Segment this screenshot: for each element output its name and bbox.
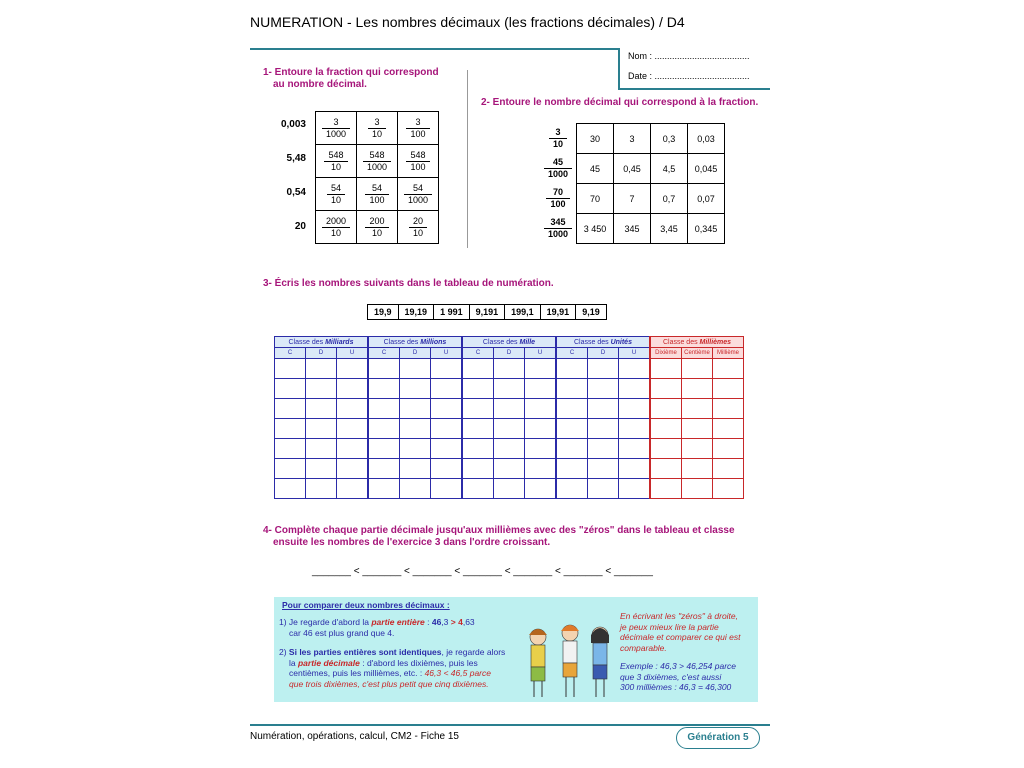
numeration-cell[interactable]	[368, 399, 400, 419]
numeration-cell[interactable]	[556, 399, 588, 419]
numeration-row	[275, 439, 744, 459]
numeration-cell[interactable]	[650, 379, 682, 399]
column-header: U	[525, 348, 557, 359]
numeration-cell[interactable]	[713, 419, 744, 439]
numeration-cell[interactable]	[306, 359, 337, 379]
numeration-cell[interactable]	[525, 399, 557, 419]
numeration-cell[interactable]	[713, 459, 744, 479]
numeration-cell[interactable]	[619, 479, 651, 499]
q2-choice[interactable]: 0,03	[688, 124, 725, 154]
q1-cell[interactable]	[316, 145, 357, 178]
numeration-cell[interactable]	[494, 379, 525, 399]
numeration-cell[interactable]	[619, 439, 651, 459]
column-header: U	[337, 348, 369, 359]
numeration-cell[interactable]	[306, 399, 337, 419]
denominator: 1000	[325, 128, 347, 139]
numeration-row	[275, 479, 744, 499]
numeration-cell[interactable]	[494, 479, 525, 499]
numeration-cell[interactable]	[650, 359, 682, 379]
denominator: 10	[412, 227, 423, 238]
numerator: 3	[549, 127, 567, 139]
q2-choice[interactable]: 0,45	[614, 154, 651, 184]
divider	[467, 70, 468, 248]
numeration-row	[275, 379, 744, 399]
numeration-cell[interactable]	[462, 459, 494, 479]
numeration-cell[interactable]	[682, 379, 713, 399]
class-header: Classe des Millions	[368, 337, 462, 348]
numerator: 548	[324, 150, 347, 162]
numeration-cell[interactable]	[337, 459, 369, 479]
q1-instruction: 1- Entoure la fraction qui correspond au nombre décimal.	[263, 67, 439, 90]
column-header: D	[494, 348, 525, 359]
numeration-cell[interactable]	[368, 439, 400, 459]
numeration-cell[interactable]	[556, 379, 588, 399]
numeration-table	[274, 336, 744, 499]
numeration-cell[interactable]	[431, 399, 463, 419]
fraction[interactable]	[406, 150, 429, 173]
numeration-cell[interactable]	[556, 459, 588, 479]
numerator: 70	[546, 187, 569, 199]
info-box	[274, 597, 758, 702]
q1-row	[316, 145, 439, 178]
girls-illustration	[514, 619, 624, 701]
numeration-cell[interactable]	[462, 419, 494, 439]
numeration-cell[interactable]	[368, 419, 400, 439]
numeration-cell[interactable]	[368, 479, 400, 499]
numeration-cell[interactable]	[431, 439, 463, 459]
numeration-cell[interactable]	[682, 419, 713, 439]
footer-text: Numération, opérations, calcul, CM2 - Fiche 15	[250, 731, 459, 742]
q2-choice[interactable]: 3	[614, 124, 651, 154]
info-rule-1: 1) Je regarde d'abord la partie entière : 46,3 > 4,63 car 46 est plus grand que 4.	[279, 617, 475, 638]
numeration-cell[interactable]	[525, 459, 557, 479]
numeration-cell[interactable]	[682, 439, 713, 459]
class-header: Classe des Mille	[462, 337, 556, 348]
numeration-cell[interactable]	[306, 419, 337, 439]
fraction[interactable]	[544, 157, 572, 180]
numeration-cell[interactable]	[337, 439, 369, 459]
fraction[interactable]	[324, 150, 347, 173]
numeration-cell[interactable]	[619, 399, 651, 419]
numerator: 20	[409, 216, 427, 228]
numeration-cell[interactable]	[650, 459, 682, 479]
fraction[interactable]	[549, 127, 567, 150]
numeration-cell[interactable]	[494, 439, 525, 459]
fraction[interactable]	[365, 216, 388, 239]
column-header: C	[368, 348, 400, 359]
column-header: C	[275, 348, 306, 359]
numeration-cell[interactable]	[556, 439, 588, 459]
numeration-cell[interactable]	[525, 379, 557, 399]
date-field[interactable]: Date : ......................................	[628, 71, 750, 81]
q2-choice[interactable]: 3,45	[651, 214, 688, 244]
numeration-cell[interactable]	[431, 359, 463, 379]
denominator: 10	[330, 227, 341, 238]
q1-decimal: 0,003	[280, 119, 306, 130]
q2-choice[interactable]: 30	[577, 124, 614, 154]
column-header: C	[462, 348, 494, 359]
q2-fraction-cell	[540, 124, 577, 154]
denominator: 10	[371, 227, 382, 238]
numeration-cell[interactable]	[588, 419, 619, 439]
numeration-cell[interactable]	[275, 359, 306, 379]
numeration-cell[interactable]	[650, 399, 682, 419]
numeration-cell[interactable]	[556, 419, 588, 439]
numeration-cell[interactable]	[431, 419, 463, 439]
numeration-cell[interactable]	[306, 459, 337, 479]
numeration-cell[interactable]	[275, 479, 306, 499]
q3-number: 19,19	[398, 305, 434, 320]
denominator: 100	[550, 199, 566, 209]
numeration-cell[interactable]	[588, 399, 619, 419]
q2-decimal-table	[540, 123, 725, 244]
q1-decimal: 5,48	[286, 153, 306, 164]
nom-field[interactable]: Nom : ......................................	[628, 51, 750, 61]
numeration-cell[interactable]	[619, 379, 651, 399]
q1-cell[interactable]	[316, 112, 357, 145]
numeration-cell[interactable]	[368, 379, 400, 399]
fraction[interactable]	[365, 183, 388, 206]
numeration-cell[interactable]	[462, 439, 494, 459]
fraction[interactable]	[322, 216, 350, 239]
numerator: 2000	[322, 216, 350, 228]
denominator: 1000	[366, 161, 388, 172]
numeration-cell[interactable]	[306, 479, 337, 499]
q3-number: 199,1	[505, 305, 541, 320]
column-header: U	[431, 348, 463, 359]
numeration-cell[interactable]	[368, 459, 400, 479]
numerator: 3	[406, 117, 429, 129]
class-header: Classe des Millièmes	[650, 337, 744, 348]
numeration-cell[interactable]	[525, 359, 557, 379]
q2-choice[interactable]: 0,7	[651, 184, 688, 214]
q2-fraction-cell	[540, 184, 577, 214]
numeration-cell[interactable]	[400, 479, 431, 499]
column-header: Millième	[713, 348, 744, 359]
q2-fraction-cell	[540, 214, 577, 244]
numeration-cell[interactable]	[400, 379, 431, 399]
q2-choice[interactable]: 4,5	[651, 154, 688, 184]
q3-number: 1 991	[434, 305, 470, 320]
q2-choice[interactable]: 70	[577, 184, 614, 214]
q2-choice[interactable]: 0,3	[651, 124, 688, 154]
numeration-cell[interactable]	[713, 359, 744, 379]
page-title: NUMERATION - Les nombres décimaux (les fractions décimales) / D4	[250, 14, 685, 30]
numeration-cell[interactable]	[525, 479, 557, 499]
q1-row	[316, 112, 439, 145]
numeration-cell[interactable]	[713, 399, 744, 419]
numeration-cell[interactable]	[494, 359, 525, 379]
numeration-row	[275, 459, 744, 479]
numerator: 54	[365, 183, 388, 195]
numeration-cell[interactable]	[682, 479, 713, 499]
numeration-cell[interactable]	[431, 379, 463, 399]
numeration-cell[interactable]	[337, 379, 369, 399]
q2-instruction: 2- Entoure le nombre décimal qui correspond à la fraction.	[481, 97, 759, 108]
numeration-cell[interactable]	[650, 479, 682, 499]
fraction[interactable]	[544, 217, 572, 240]
numeration-cell[interactable]	[650, 419, 682, 439]
numerator: 200	[365, 216, 388, 228]
numeration-cell[interactable]	[368, 359, 400, 379]
numeration-row	[275, 399, 744, 419]
column-header: U	[619, 348, 651, 359]
numeration-cell[interactable]	[556, 479, 588, 499]
numeration-cell[interactable]	[682, 459, 713, 479]
q2-choice[interactable]: 0,345	[688, 214, 725, 244]
numeration-cell[interactable]	[462, 399, 494, 419]
q2-choice[interactable]: 45	[577, 154, 614, 184]
numerator: 3	[322, 117, 350, 129]
name-date-box	[620, 48, 770, 90]
footer-rule	[250, 724, 770, 726]
info-right-text: En écrivant les "zéros" à droite, je peux mieux lire la partie décimale et comparer ce qui est comparable.	[620, 611, 741, 653]
numeration-cell[interactable]	[619, 459, 651, 479]
denominator: 1000	[547, 169, 569, 179]
numeration-cell[interactable]	[494, 399, 525, 419]
q1-cell[interactable]	[398, 112, 439, 145]
column-header: D	[588, 348, 619, 359]
numeration-cell[interactable]	[431, 459, 463, 479]
numeration-cell[interactable]	[337, 359, 369, 379]
numeration-cell[interactable]	[337, 419, 369, 439]
sub-header-row	[275, 348, 744, 359]
q2-fraction-cell	[540, 154, 577, 184]
numeration-cell[interactable]	[462, 359, 494, 379]
fraction[interactable]	[546, 187, 569, 210]
denominator: 10	[552, 139, 563, 149]
numeration-cell[interactable]	[306, 379, 337, 399]
numeration-row	[275, 419, 744, 439]
q2-choice[interactable]: 0,045	[688, 154, 725, 184]
numeration-cell[interactable]	[494, 419, 525, 439]
q2-choice[interactable]: 0,07	[688, 184, 725, 214]
numeration-cell[interactable]	[682, 359, 713, 379]
denominator: 1000	[407, 194, 429, 205]
column-header: Centième	[682, 348, 713, 359]
numeration-cell[interactable]	[713, 439, 744, 459]
numeration-cell[interactable]	[588, 439, 619, 459]
q2-row	[540, 154, 725, 184]
numeration-cell[interactable]	[462, 379, 494, 399]
q1-decimal: 20	[294, 221, 306, 232]
denominator: 100	[410, 161, 426, 172]
numeration-cell[interactable]	[275, 439, 306, 459]
q2-choice[interactable]: 345	[614, 214, 651, 244]
numeration-cell[interactable]	[556, 359, 588, 379]
class-header-row	[275, 337, 744, 348]
q1-cell[interactable]	[316, 211, 357, 244]
fraction[interactable]	[409, 216, 427, 239]
fraction[interactable]	[404, 183, 432, 206]
fraction[interactable]	[322, 117, 350, 140]
numeration-cell[interactable]	[337, 399, 369, 419]
fraction[interactable]	[368, 117, 386, 140]
numerator: 54	[404, 183, 432, 195]
q1-cell[interactable]	[357, 178, 398, 211]
q3-number-list	[367, 304, 607, 320]
numeration-cell[interactable]	[431, 479, 463, 499]
q3-number: 9,191	[469, 305, 505, 320]
q3-number: 19,91	[540, 305, 576, 320]
numeration-cell[interactable]	[275, 399, 306, 419]
class-header: Classe des Milliards	[275, 337, 369, 348]
numeration-cell[interactable]	[650, 439, 682, 459]
q4-instruction: 4- Complète chaque partie décimale jusqu'aux millièmes avec des "zéros" dans le tableau et classe ensuite les nombres de l'exercice 3 dans l'ordre croissant.	[263, 525, 735, 548]
numeration-cell[interactable]	[588, 359, 619, 379]
numeration-cell[interactable]	[400, 399, 431, 419]
numeration-cell[interactable]	[400, 439, 431, 459]
q2-row	[540, 214, 725, 244]
denominator: 10	[330, 161, 341, 172]
q1-cell[interactable]	[357, 112, 398, 145]
numerator: 54	[327, 183, 345, 195]
fraction[interactable]	[406, 117, 429, 140]
q1-fraction-table	[315, 111, 439, 244]
numeration-cell[interactable]	[588, 479, 619, 499]
q1-row	[316, 211, 439, 244]
fraction[interactable]	[363, 150, 391, 173]
q2-row	[540, 124, 725, 154]
numeration-cell[interactable]	[337, 479, 369, 499]
column-header: C	[556, 348, 588, 359]
numerator: 345	[544, 217, 572, 229]
class-header: Classe des Unités	[556, 337, 650, 348]
denominator: 10	[371, 128, 382, 139]
numeration-cell[interactable]	[306, 439, 337, 459]
numeration-cell[interactable]	[588, 459, 619, 479]
numeration-cell[interactable]	[713, 479, 744, 499]
denominator: 100	[369, 194, 385, 205]
q2-row	[540, 184, 725, 214]
q1-cell[interactable]	[398, 178, 439, 211]
q1-cell[interactable]	[316, 178, 357, 211]
numeration-cell[interactable]	[400, 359, 431, 379]
q4-answer-line[interactable]: _______ < _______ < _______ < _______ < _______ < _______ < _______	[312, 566, 653, 577]
q1-cell[interactable]	[398, 211, 439, 244]
q2-choice[interactable]: 7	[614, 184, 651, 214]
numeration-cell[interactable]	[275, 419, 306, 439]
q3-number: 19,9	[368, 305, 399, 320]
q3-instruction: 3- Écris les nombres suivants dans le tableau de numération.	[263, 278, 554, 289]
info-example: Exemple : 46,3 > 46,254 parce que 3 dixièmes, c'est aussi 300 millièmes : 46,3 = 46,300	[620, 661, 737, 692]
numeration-cell[interactable]	[400, 419, 431, 439]
q1-row	[316, 178, 439, 211]
q1-cell[interactable]	[398, 145, 439, 178]
numeration-cell[interactable]	[525, 419, 557, 439]
numerator: 3	[368, 117, 386, 129]
column-header: D	[400, 348, 431, 359]
numeration-cell[interactable]	[682, 399, 713, 419]
q1-decimal: 0,54	[286, 187, 306, 198]
numeration-cell[interactable]	[619, 419, 651, 439]
generation5-logo: Génération 5	[676, 727, 760, 749]
column-header: D	[306, 348, 337, 359]
column-header: Dixième	[650, 348, 682, 359]
numeration-cell[interactable]	[275, 459, 306, 479]
numeration-cell[interactable]	[462, 479, 494, 499]
q1-cell[interactable]	[357, 145, 398, 178]
numeration-cell[interactable]	[275, 379, 306, 399]
numerator: 548	[363, 150, 391, 162]
numerator: 45	[544, 157, 572, 169]
numeration-cell[interactable]	[525, 439, 557, 459]
q1-cell[interactable]	[357, 211, 398, 244]
numeration-cell[interactable]	[713, 379, 744, 399]
numeration-cell[interactable]	[619, 359, 651, 379]
numeration-row	[275, 359, 744, 379]
info-heading: Pour comparer deux nombres décimaux :	[282, 600, 450, 610]
numeration-cell[interactable]	[588, 379, 619, 399]
numerator: 548	[406, 150, 429, 162]
denominator: 100	[410, 128, 426, 139]
q3-number: 9,19	[576, 305, 607, 320]
numeration-cell[interactable]	[400, 459, 431, 479]
numeration-cell[interactable]	[494, 459, 525, 479]
denominator: 1000	[547, 229, 569, 239]
header-rule	[250, 48, 620, 50]
denominator: 10	[330, 194, 341, 205]
info-rule-2: 2) Si les parties entières sont identiques, je regarde alors la partie décimale : d'abord les dixièmes, puis les centièmes, puis les millièmes, etc. : 46,3 < 46,5 parce que trois dixièmes, c'est plus petit que cinq dixièmes.	[279, 647, 506, 689]
q2-choice[interactable]: 3 450	[577, 214, 614, 244]
fraction[interactable]	[327, 183, 345, 206]
